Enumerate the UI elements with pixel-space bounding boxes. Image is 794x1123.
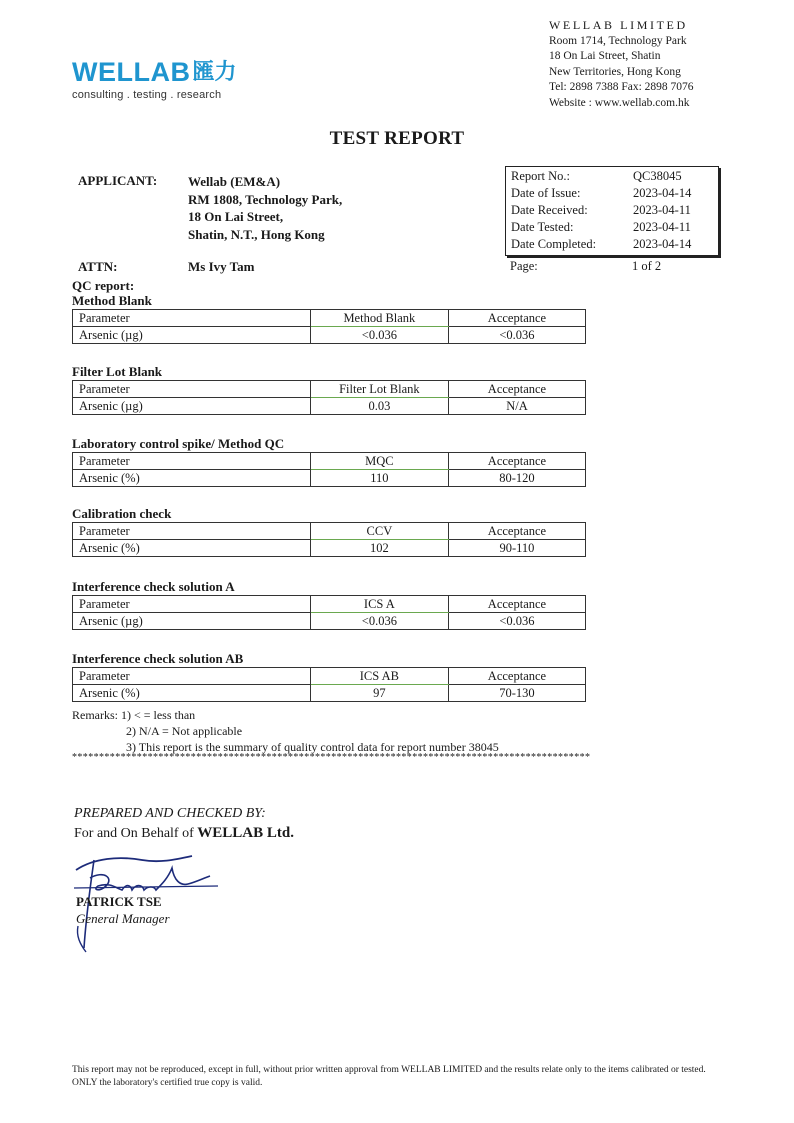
date-of-issue-value: 2023-04-14: [633, 186, 692, 200]
header-cell: Acceptance: [448, 668, 585, 685]
logo-tagline: consulting . testing . research: [72, 89, 222, 101]
applicant-line: RM 1808, Technology Park,: [188, 191, 343, 207]
date-tested-label: Date Tested:: [511, 220, 574, 234]
on-behalf-company: WELLAB Ltd.: [197, 825, 294, 841]
header-cell: Acceptance: [448, 310, 585, 327]
company-logo: [72, 58, 237, 101]
date-completed-value: 2023-04-14: [633, 237, 692, 251]
report-title: TEST REPORT: [329, 128, 465, 149]
date-received-value: 2023-04-11: [633, 203, 691, 217]
table-header-row: [73, 453, 586, 470]
prepared-by-label: PREPARED AND CHECKED BY:: [74, 806, 266, 821]
on-behalf-prefix: For and On Behalf of: [74, 826, 198, 841]
section-title: Interference check solution A: [72, 579, 235, 594]
date-tested-value: 2023-04-11: [633, 220, 691, 234]
header-cell: ICS A: [310, 596, 448, 613]
table-row: [73, 685, 586, 702]
remark-line: Remarks: 1) < = less than: [72, 708, 196, 722]
report-info-box: [505, 166, 719, 256]
acceptance-cell: N/A: [448, 398, 585, 415]
on-behalf-line: [74, 825, 294, 842]
attn-name: Ms Ivy Tam: [188, 259, 255, 274]
section-title: Filter Lot Blank: [72, 364, 163, 379]
section-filter-lot-blank: [72, 364, 592, 415]
address-line: 18 On Lai Street, Shatin: [549, 50, 661, 62]
logo-brand-cjk: 匯力: [192, 60, 237, 85]
applicant-line: Wellab (EM&A): [188, 174, 281, 189]
table-header-row: [73, 381, 586, 398]
section-title: Method Blank: [72, 293, 152, 308]
table-row: [73, 398, 586, 415]
header-cell: Parameter: [73, 453, 311, 470]
acceptance-cell: 70-130: [448, 685, 585, 702]
applicant-line: Shatin, N.T., Hong Kong: [188, 226, 325, 242]
acceptance-cell: <0.036: [448, 613, 585, 630]
parameter-cell: Arsenic (%): [73, 470, 311, 487]
table-header-row: [73, 668, 586, 685]
header-cell: Acceptance: [448, 596, 585, 613]
section-method-qc: [72, 436, 592, 487]
date-of-issue-label: Date of Issue:: [511, 186, 581, 200]
report-number-value: QC38045: [633, 169, 682, 183]
header-cell: Acceptance: [448, 381, 585, 398]
header-cell: Method Blank: [310, 310, 448, 327]
qc-table: [72, 452, 586, 487]
acceptance-cell: 80-120: [448, 470, 585, 487]
table-row: [73, 613, 586, 630]
parameter-cell: Arsenic (µg): [73, 398, 311, 415]
parameter-cell: Arsenic (µg): [73, 613, 311, 630]
company-address: [549, 18, 694, 111]
parameter-cell: Arsenic (%): [73, 685, 311, 702]
signer-title: General Manager: [76, 911, 170, 926]
header-cell: Parameter: [73, 523, 311, 540]
result-cell: 0.03: [310, 398, 448, 415]
result-cell: <0.036: [310, 613, 448, 630]
section-title: Laboratory control spike/ Method QC: [72, 436, 285, 451]
qc-table: [72, 309, 586, 344]
separator-line: ************************************************************************************************: [72, 752, 591, 763]
applicant-label: APPLICANT:: [78, 173, 158, 188]
footer-disclaimer: This report may not be reproduced, except in full, without prior written approval from WELLAB LIMITED and the results relate only to the items calibrated or tested. ONLY the laboratory's certified true copy is valid.: [72, 1065, 706, 1088]
applicant-address: [188, 173, 342, 243]
header-cell: Filter Lot Blank: [310, 381, 448, 398]
section-interference-a: [72, 579, 592, 630]
header-cell: CCV: [310, 523, 448, 540]
remarks: [72, 707, 499, 755]
qc-table: [72, 522, 586, 557]
company-website: Website : www.wellab.com.hk: [549, 96, 690, 109]
report-number-label: Report No.:: [511, 169, 571, 183]
table-row: [73, 470, 586, 487]
result-cell: 97: [310, 685, 448, 702]
page-value: 1 of 2: [632, 259, 662, 273]
logo-brand: WELLAB: [72, 57, 191, 87]
header-cell: ICS AB: [310, 668, 448, 685]
signer-name: PATRICK TSE: [76, 894, 162, 909]
address-line: Room 1714, Technology Park: [549, 34, 687, 47]
header-cell: Acceptance: [448, 453, 585, 470]
table-header-row: [73, 523, 586, 540]
date-received-label: Date Received:: [511, 203, 588, 217]
parameter-cell: Arsenic (µg): [73, 327, 311, 344]
table-row: [73, 327, 586, 344]
table-header-row: [73, 596, 586, 613]
section-title: Calibration check: [72, 506, 172, 521]
attn-label: ATTN:: [78, 259, 118, 274]
section-title: Interference check solution AB: [72, 651, 244, 666]
address-line: New Territories, Hong Kong: [549, 65, 681, 78]
qc-report-label: QC report:: [72, 278, 135, 293]
qc-table: [72, 595, 586, 630]
qc-table: [72, 380, 586, 415]
company-tel-fax: Tel: 2898 7388 Fax: 2898 7076: [549, 81, 694, 93]
header-cell: MQC: [310, 453, 448, 470]
page-row: [510, 259, 662, 274]
section-method-blank: [72, 293, 592, 344]
remark-line: 2) N/A = Not applicable: [126, 724, 243, 738]
qc-table: [72, 667, 586, 702]
acceptance-cell: <0.036: [448, 327, 585, 344]
header-cell: Parameter: [73, 596, 311, 613]
table-header-row: [73, 310, 586, 327]
applicant-line: 18 On Lai Street,: [188, 209, 284, 224]
header-cell: Parameter: [73, 668, 311, 685]
acceptance-cell: 90-110: [448, 540, 585, 557]
table-row: [73, 540, 586, 557]
date-completed-label: Date Completed:: [511, 237, 597, 251]
remark-line: 3) This report is the summary of quality control data for report number 38045: [126, 740, 499, 754]
result-cell: 110: [310, 470, 448, 487]
parameter-cell: Arsenic (%): [73, 540, 311, 557]
company-name: WELLAB LIMITED: [549, 18, 688, 32]
page-label: Page:: [510, 259, 538, 273]
section-calibration-check: [72, 506, 592, 557]
header-cell: Parameter: [73, 381, 311, 398]
section-interference-ab: [72, 651, 592, 702]
result-cell: <0.036: [310, 327, 448, 344]
result-cell: 102: [310, 540, 448, 557]
header-cell: Parameter: [73, 310, 311, 327]
header-cell: Acceptance: [448, 523, 585, 540]
